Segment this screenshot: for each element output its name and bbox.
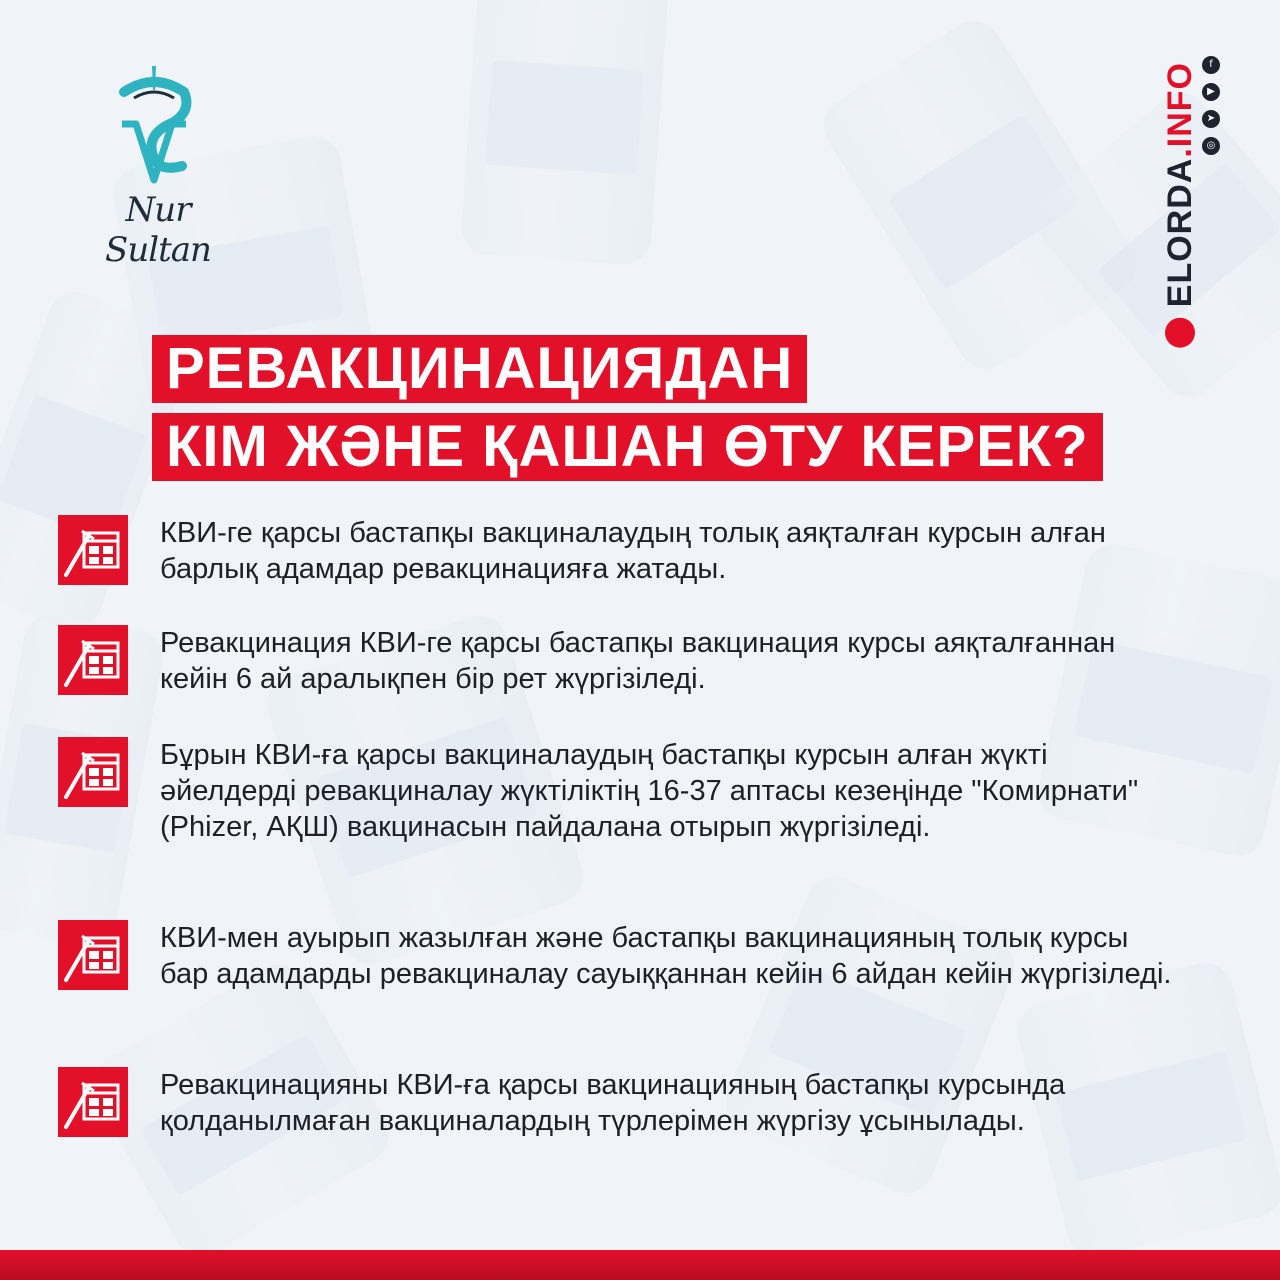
item-text: Ревакцинацияны КВИ-ға қарсы вакцинацияның бастапқы курсында қолданылмаған вакциналардың түрлерімен жүргізу ұсынылады. (160, 1069, 1066, 1137)
nur-sultan-logo (64, 62, 244, 270)
elorda-circle-icon (1165, 318, 1195, 348)
vaccine-calendar-icon (58, 920, 128, 990)
vaccine-calendar-icon (58, 737, 128, 807)
title-line-1: РЕВАКЦИНАЦИЯДАН (152, 335, 807, 403)
vaccine-calendar-icon (58, 515, 128, 585)
title-line-2: КІМ ЖӘНЕ ҚАШАН ӨТУ КЕРЕК? (152, 413, 1103, 481)
item-text: КВИ-ге қарсы бастапқы вакциналаудың толық аяқталған курсын алған барлық адамдар ревакцинацияға жатады. (160, 517, 1106, 585)
vaccine-calendar-icon (58, 625, 128, 695)
page-title (152, 335, 1089, 479)
logo-wordmark: Nur Sultan (105, 190, 211, 270)
instagram-icon[interactable]: ◎ (1202, 137, 1220, 155)
nur-sultan-emblem-icon (64, 62, 244, 192)
item-text: Ревакцинация КВИ-ге қарсы бастапқы вакцинация курсы аяқталғаннан кейін 6 ай аралықпен бір рет жүргізіледі. (160, 627, 1116, 695)
telegram-icon[interactable]: ➤ (1202, 110, 1220, 128)
elorda-suffix: .INFO (1161, 62, 1199, 158)
youtube-icon[interactable]: ▶ (1202, 83, 1220, 101)
item-text: Бұрын КВИ-ға қарсы вакциналаудың бастапқы курсын алған жүкті әйелдерді ревакциналау жүктіліктің 16-37 аптасы кезеңінде "Комирнати" (Phizer, АҚШ) вакцинасын пайдалана отырып жүргізіледі. (160, 739, 1139, 843)
elorda-main: ELORDA (1161, 157, 1199, 308)
bottom-bar (0, 1250, 1280, 1280)
elorda-wordmark (1161, 62, 1200, 354)
facebook-icon[interactable]: f (1202, 56, 1220, 74)
vaccine-calendar-icon (58, 1067, 128, 1137)
social-icons (1202, 56, 1228, 164)
item-text: КВИ-мен ауырып жазылған және бастапқы вакцинацияның толық курсы бар адамдарды ревакциналау сауыққаннан кейін 6 айдан кейін жүргізіледі. (160, 922, 1172, 990)
